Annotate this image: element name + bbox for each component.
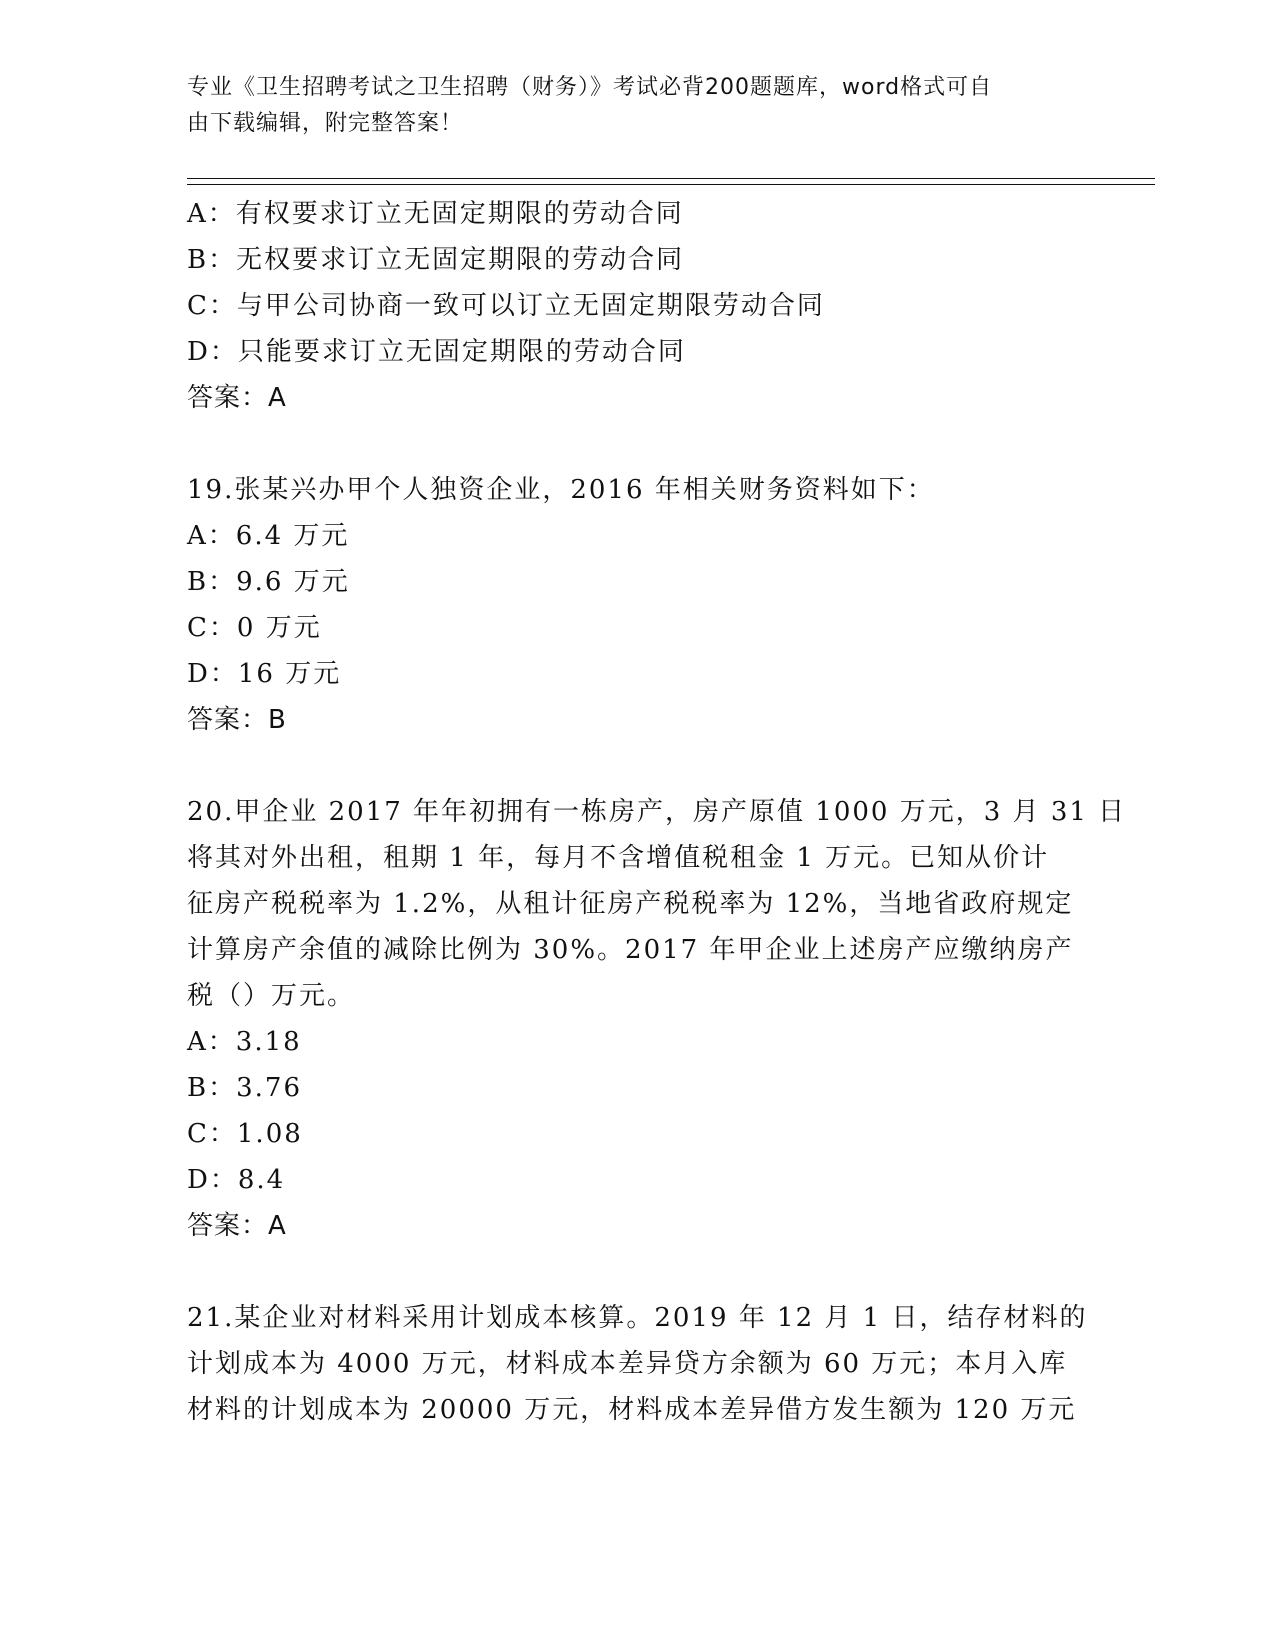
option-a: A：3.18: [187, 1027, 302, 1057]
question-stem-line: 计划成本为 4000 万元，材料成本差异贷方余额为 60 万元；本月入库: [187, 1349, 1068, 1379]
question-stem: 19.张某兴办甲个人独资企业，2016 年相关财务资料如下：: [187, 475, 935, 505]
spacer: [187, 743, 1087, 789]
document-header: [187, 70, 1067, 142]
answer-line: 答案：B: [187, 705, 287, 735]
header-line-1: 专业《卫生招聘考试之卫生招聘（财务）》考试必背200题题库，word格式可自: [187, 75, 993, 100]
option-d: D：只能要求订立无固定期限的劳动合同: [187, 337, 686, 367]
answer-line: 答案：A: [187, 383, 287, 413]
header-divider-top: [187, 178, 1155, 179]
option-c: C：1.08: [187, 1119, 303, 1149]
option-b: B：无权要求订立无固定期限的劳动合同: [187, 245, 685, 275]
question-stem-line: 材料的计划成本为 20000 万元，材料成本差异借方发生额为 120 万元: [187, 1395, 1077, 1425]
question-content: [187, 191, 1127, 1433]
question-stem-line: 将其对外出租，租期 1 年，每月不含增值税租金 1 万元。已知从价计: [187, 843, 1050, 873]
option-d: D：8.4: [187, 1165, 286, 1195]
header-divider-bottom: [187, 184, 1155, 185]
option-a: A：6.4 万元: [187, 521, 350, 551]
option-c: C：0 万元: [187, 613, 322, 643]
option-b: B：3.76: [187, 1073, 302, 1103]
option-d: D：16 万元: [187, 659, 342, 689]
question-19: [187, 467, 1087, 743]
option-a: A：有权要求订立无固定期限的劳动合同: [187, 199, 684, 229]
question-21: [187, 1295, 1087, 1433]
spacer: [187, 1249, 1087, 1295]
question-stem-line: 21.某企业对材料采用计划成本核算。2019 年 12 月 1 日，结存材料的: [187, 1303, 1088, 1333]
question-stem-line: 计算房产余值的减除比例为 30%。2017 年甲企业上述房产应缴纳房产: [187, 935, 1074, 965]
option-c: C：与甲公司协商一致可以订立无固定期限劳动合同: [187, 291, 825, 321]
question-stem-line: 税（）万元。: [187, 981, 356, 1011]
question-18: [187, 191, 1087, 421]
header-line-2: 由下载编辑，附完整答案！: [187, 111, 464, 136]
spacer: [187, 421, 1087, 467]
question-stem-line: 20.甲企业 2017 年年初拥有一栋房产，房产原值 1000 万元，3 月 31 日: [187, 797, 1127, 827]
question-20: [187, 789, 1127, 1249]
question-stem-line: 征房产税税率为 1.2%，从租计征房产税税率为 12%，当地省政府规定: [187, 889, 1074, 919]
option-b: B：9.6 万元: [187, 567, 350, 597]
answer-line: 答案：A: [187, 1211, 287, 1241]
